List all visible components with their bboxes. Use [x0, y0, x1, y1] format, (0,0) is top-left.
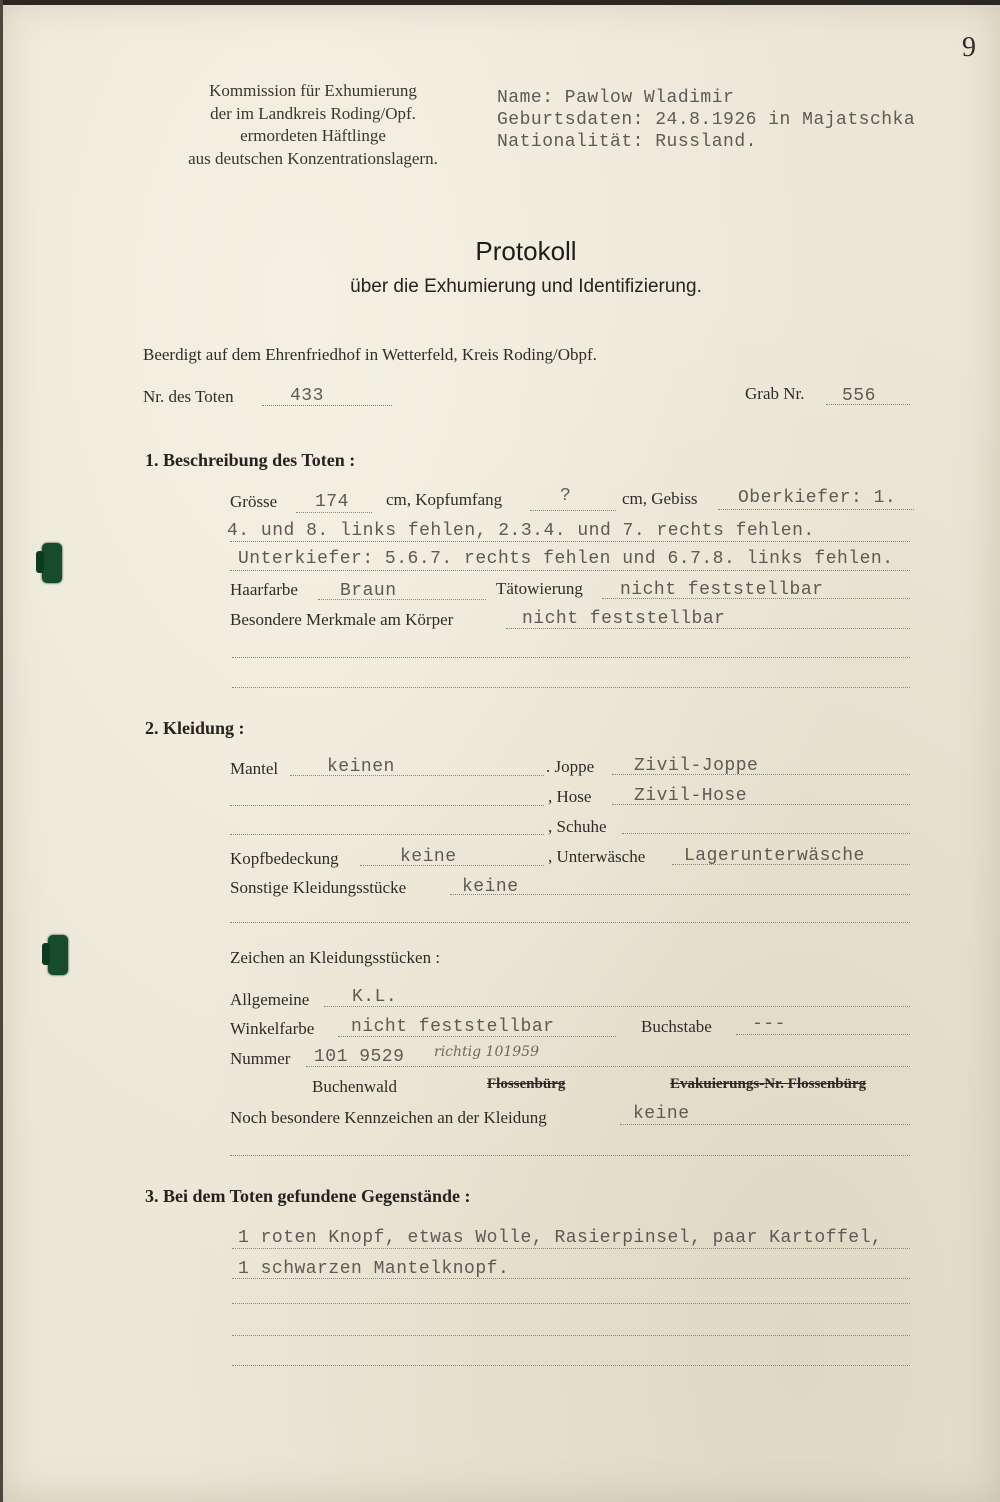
jacket-value: Zivil-Joppe	[634, 756, 759, 776]
fill-line	[262, 405, 392, 406]
fill-line	[736, 1034, 910, 1035]
teeth-line-1: Oberkiefer: 1.	[738, 488, 897, 508]
hair-label: Haarfarbe	[230, 580, 298, 599]
underwear-value: Lagerunterwäsche	[684, 846, 865, 866]
items-line-2: 1 schwarzen Mantelknopf.	[238, 1259, 510, 1279]
fill-line	[232, 1303, 910, 1304]
name-line: Name: Pawlow Wladimir	[497, 88, 735, 108]
shoes-label: , Schuhe	[548, 817, 607, 836]
coat-value: keinen	[327, 757, 395, 777]
commission-block	[158, 80, 468, 170]
head-size-value: ?	[560, 486, 572, 506]
evacuation-number-struck: Evakuierungs-Nr. Flossenbürg	[670, 1076, 867, 1092]
camp-flossenburg-struck: Flossenbürg	[487, 1076, 566, 1092]
dead-number-value: 433	[290, 386, 324, 406]
letter-label: Buchstabe	[641, 1017, 712, 1036]
tattoo-value: nicht feststellbar	[620, 580, 824, 600]
top-edge	[0, 0, 1000, 5]
fill-line	[324, 1006, 910, 1007]
section-3-heading: 3. Bei dem Toten gefundene Gegenstände :	[145, 1186, 471, 1206]
jacket-label: . Joppe	[546, 757, 595, 776]
commission-line: ermordeten Häftlinge	[240, 126, 386, 145]
dead-number-label: Nr. des Toten	[143, 387, 234, 406]
teeth-line-2: 4. und 8. links fehlen, 2.3.4. und 7. rechts fehlen.	[227, 521, 815, 541]
section-2-heading: 2. Kleidung :	[145, 718, 245, 738]
teeth-line-3: Unterkiefer: 5.6.7. rechts fehlen und 6.7.8. links fehlen.	[238, 549, 894, 569]
fill-line	[232, 687, 910, 688]
grave-number-value: 556	[842, 386, 876, 406]
underwear-label: , Unterwäsche	[548, 847, 646, 866]
other-clothing-value: keine	[462, 877, 519, 897]
camp-buchenwald: Buchenwald	[312, 1077, 397, 1096]
angle-color-value: nicht feststellbar	[351, 1017, 555, 1037]
fill-line	[230, 541, 910, 542]
headgear-label: Kopfbedeckung	[230, 849, 339, 868]
nationality-line: Nationalität: Russland.	[497, 132, 757, 152]
fill-line	[718, 509, 914, 510]
birth-line: Geburtsdaten: 24.8.1926 in Majatschka	[497, 110, 916, 130]
page-title: Protokoll	[475, 236, 577, 266]
body-marks-label: Besondere Merkmale am Körper	[230, 610, 454, 629]
general-value: K.L.	[352, 987, 398, 1007]
head-size-label: cm, Kopfumfang	[386, 490, 503, 509]
height-label: Grösse	[230, 492, 278, 511]
fill-line	[620, 1124, 910, 1125]
fill-line	[622, 833, 910, 834]
page-number: 9	[962, 32, 976, 63]
fill-line	[230, 805, 544, 806]
punch-hole-mark	[48, 935, 68, 975]
fill-line	[530, 510, 616, 511]
fill-line	[232, 657, 910, 658]
clothing-marks-heading: Zeichen an Kleidungsstücken :	[230, 948, 441, 967]
tattoo-label: Tätowierung	[496, 579, 583, 598]
punch-hole-mark	[42, 543, 62, 583]
number-value: 101 9529	[314, 1047, 405, 1067]
fill-line	[232, 1335, 910, 1336]
body-marks-value: nicht feststellbar	[522, 609, 726, 629]
section-1-heading: 1. Beschreibung des Toten :	[145, 450, 356, 470]
trousers-value: Zivil-Hose	[634, 786, 748, 806]
commission-line: aus deutschen Konzentrationslagern.	[188, 148, 438, 168]
fill-line	[296, 512, 372, 513]
fill-line	[230, 570, 910, 571]
commission-line: Kommission für Exhumierung	[209, 81, 417, 100]
angle-color-label: Winkelfarbe	[230, 1019, 315, 1038]
headgear-value: keine	[400, 847, 457, 867]
fill-line	[232, 1248, 910, 1249]
teeth-label: cm, Gebiss	[622, 489, 698, 508]
trousers-label: , Hose	[548, 787, 592, 806]
fill-line	[230, 922, 910, 923]
commission-line: der im Landkreis Roding/Opf.	[210, 103, 416, 123]
special-marks-label: Noch besondere Kennzeichen an der Kleidung	[230, 1108, 547, 1127]
fill-line	[230, 834, 544, 835]
height-value: 174	[315, 492, 349, 512]
items-line-1: 1 roten Knopf, etwas Wolle, Rasierpinsel, paar Kartoffel,	[238, 1228, 883, 1248]
page-subtitle: über die Exhumierung und Identifizierung.	[350, 276, 702, 297]
fill-line	[232, 1365, 910, 1366]
grave-number-label: Grab Nr.	[745, 384, 805, 403]
left-edge	[0, 0, 3, 1502]
other-clothing-label: Sonstige Kleidungsstücke	[230, 878, 407, 897]
fill-line	[450, 894, 910, 895]
handwritten-correction: richtig 101959	[434, 1044, 539, 1060]
general-label: Allgemeine	[230, 990, 310, 1009]
burial-text: Beerdigt auf dem Ehrenfriedhof in Wetterfeld, Kreis Roding/Obpf.	[143, 345, 597, 364]
letter-value: ---	[752, 1014, 786, 1034]
number-label: Nummer	[230, 1049, 291, 1068]
special-marks-value: keine	[633, 1104, 690, 1124]
fill-line	[230, 1155, 910, 1156]
hair-value: Braun	[340, 581, 397, 601]
coat-label: Mantel	[230, 759, 279, 778]
